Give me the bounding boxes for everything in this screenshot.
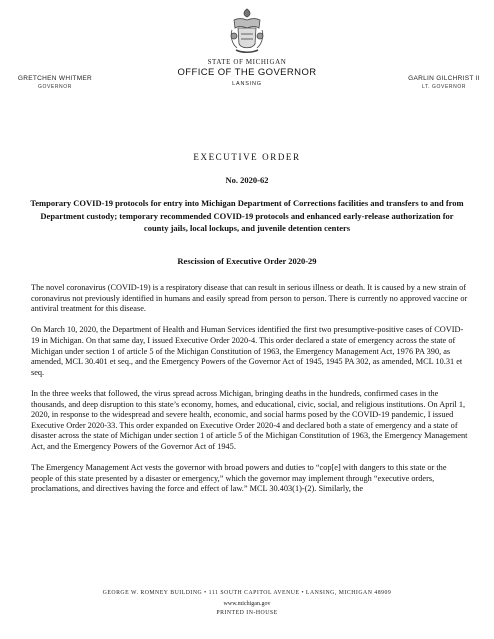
lt-governor-name: GARLIN GILCHRIST II bbox=[408, 75, 480, 82]
order-number: No. 2020-62 bbox=[225, 175, 269, 185]
footer-printed: PRINTED IN-HOUSE bbox=[216, 610, 278, 616]
order-subject: Temporary COVID-19 protocols for entry into Michigan Department of Corrections facilities and transfers to and from Department custody; temporary recommended COVID-19 protocols and enhanced early-release authorization for county jails, local lockups, and juvenile detention centers bbox=[30, 198, 464, 233]
governor-block bbox=[0, 75, 110, 90]
state-name: STATE OF MICHIGAN bbox=[207, 58, 287, 66]
body-paragraph: The novel coronavirus (COVID-19) is a respiratory disease that can result in serious illness or death. It is caused by a new strain of coronavirus not previously identified in humans and easily spread from person to person. There is currently no approved vaccine or antiviral treatment for this disease. bbox=[31, 283, 468, 314]
michigan-state-seal-icon bbox=[228, 6, 266, 56]
governor-title: GOVERNOR bbox=[38, 84, 72, 90]
office-title: OFFICE OF THE GOVERNOR bbox=[177, 67, 317, 78]
order-body bbox=[31, 283, 469, 505]
lt-governor-title: LT. GOVERNOR bbox=[421, 84, 467, 90]
lt-governor-block bbox=[394, 75, 494, 90]
governor-name: GRETCHEN WHITMER bbox=[17, 75, 93, 82]
body-paragraph: The Emergency Management Act vests the governor with broad powers and duties to “cop[e] with dangers to this state or the people of this state presented by a disaster or emergency,” which the governor may implement through “executive orders, proclamations, and directives having the force and effect of law.” MCL 30.403(1)-(2). Similarly, the bbox=[31, 463, 447, 494]
footer-address: GEORGE W. ROMNEY BUILDING • 111 SOUTH CAPITOL AVENUE • LANSING, MICHIGAN 48909 bbox=[102, 590, 392, 596]
footer-website: www.michigan.gov bbox=[223, 601, 271, 607]
order-rescission: Rescission of Executive Order 2020-29 bbox=[177, 256, 317, 266]
body-paragraph: In the three weeks that followed, the virus spread across Michigan, bringing deaths in the hundreds, confirmed cases in the thousands, and deep disruption to this state’s economy, homes, and educational, civic, social, and religious institutions. On April 1, 2020, in response to the widespread and severe health, economic, and social harms posed by the COVID-19 pandemic, I issued Executive Order 2020-33. This order expanded on Executive Order 2020-4 and declared both a state of emergency and a state of disaster across the state of Michigan under section 1 of article 5 of the Michigan Constitution of 1963, the Emergency Management Act, and the Emergency Powers of the Governor Act of 1945. bbox=[31, 388, 468, 451]
city-name: LANSING bbox=[232, 81, 262, 87]
order-title: EXECUTIVE ORDER bbox=[193, 152, 301, 162]
body-paragraph: On March 10, 2020, the Department of Health and Human Services identified the first two presumptive-positive cases of COVID-19 in Michigan. On that same day, I issued Executive Order 2020-4. This order declared a state of emergency across the state of Michigan under section 1 of article 5 of the Michigan Constitution of 1963, the Emergency Management Act, 1976 PA 390, as amended, MCL 30.401 et seq., and the Emergency Powers of the Governor Act of 1945, 1945 PA 302, as amended, MCL 10.31 et seq. bbox=[31, 325, 464, 377]
